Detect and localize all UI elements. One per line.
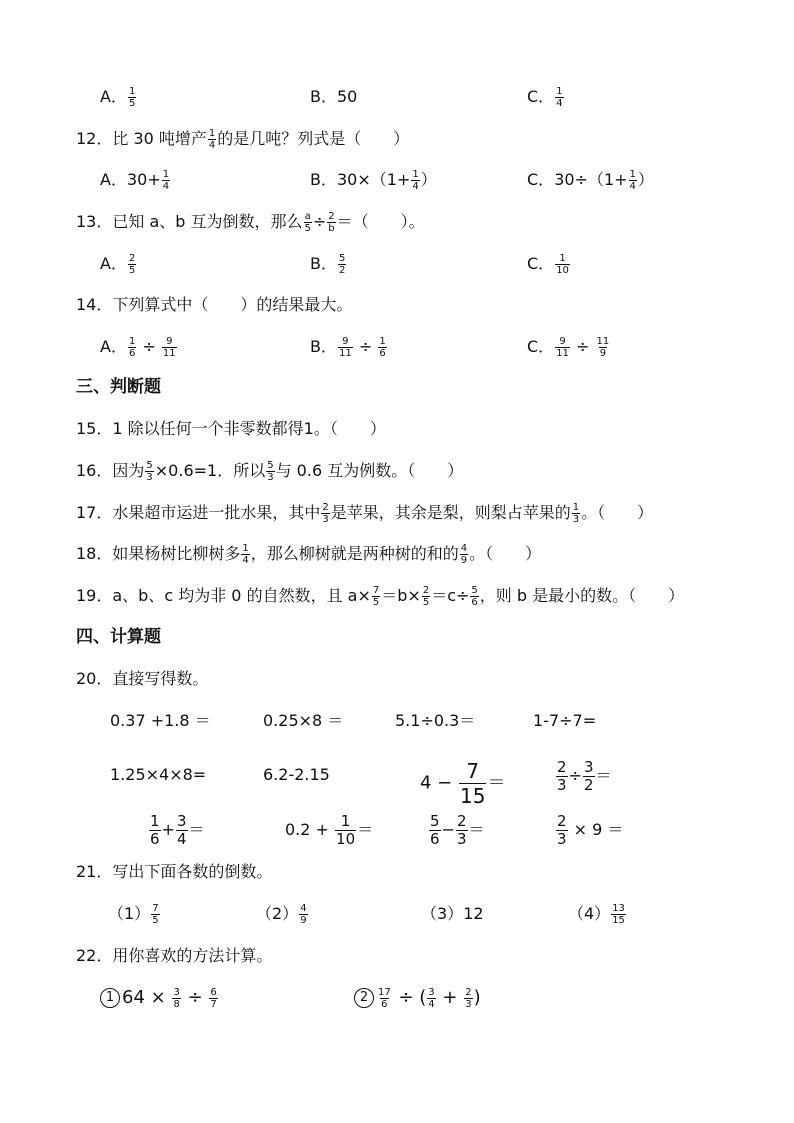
fraction: $\frac{1}{5}$ bbox=[128, 86, 136, 109]
question-13: 13．已知 a、b 互为倒数，那么 $\frac{a}{5}$ ÷ $\frac{2}{b}$ ＝（ ）。 bbox=[76, 211, 425, 234]
option-b: B．30×（1+ $\frac{1}{4}$ ） bbox=[310, 169, 437, 192]
q20-row-2: 1.25×4×8= 6.2-2.15 4 − $\frac{7}{15}$ ＝ $\frac{2}{3}$ ÷ $\frac{3}{2}$ ＝ bbox=[110, 758, 612, 808]
q21-items: （1） $\frac{7}{5}$ （2） $\frac{4}{9}$ （3）12 （4） $\frac{13}{15}$ bbox=[108, 903, 625, 926]
option-b: B．50 bbox=[310, 87, 358, 106]
question-20: 20．直接写得数。 bbox=[76, 669, 209, 688]
q22-expressions bbox=[0, 982, 794, 1016]
expression-1: 1 64 × $\frac{3}{8}$ ÷ $\frac{6}{7}$ bbox=[100, 982, 219, 1014]
q14-options bbox=[0, 331, 794, 363]
fraction: $\frac{1}{4}$ bbox=[556, 86, 563, 109]
q12-options bbox=[0, 164, 794, 196]
q20-row-3: $\frac{1}{6}$ + $\frac{3}{4}$ ＝ 0.2 + $\frac{1}{10}$ ＝ $\frac{5}{6}$ − $\frac{2}{3}$ ＝ $\frac{2}{3}$ × 9 ＝ bbox=[150, 812, 624, 848]
option-a: A． $\frac{2}{5}$ bbox=[100, 253, 136, 276]
option-a: A． $\frac{1}{6}$ ÷ $\frac{9}{11}$ bbox=[100, 336, 176, 359]
q11-options bbox=[0, 81, 794, 113]
question-21: 21．写出下面各数的倒数。 bbox=[76, 862, 273, 881]
question-17: 17．水果超市运进一批水果，其中 $\frac{2}{3}$ 是苹果，其余是梨，则梨占苹果的 $\frac{1}{3}$ 。（ ） bbox=[76, 502, 654, 525]
option-c: C． $\frac{1}{10}$ bbox=[527, 253, 569, 276]
question-18: 18．如果杨树比柳树多 $\frac{1}{4}$ ，那么柳树就是两种树的和的 $\frac{4}{9}$ 。（ ） bbox=[76, 543, 542, 566]
option-c: C． $\frac{1}{4}$ bbox=[527, 86, 563, 109]
question-19: 19．a、b、c 均为非 0 的自然数，且 a× $\frac{7}{5}$ ＝b× $\frac{2}{5}$ ＝c÷ $\frac{5}{6}$ ，则 b 是最小的数。（ ） bbox=[76, 585, 685, 608]
q20-row-1: 0.37 +1.8 ＝ 0.25×8 ＝ 5.1÷0.3＝ 1-7÷7= bbox=[110, 711, 597, 730]
option-b: B． $\frac{5}{2}$ bbox=[310, 253, 346, 276]
option-c: C．30÷（1+ $\frac{1}{4}$ ） bbox=[527, 169, 654, 192]
question-15: 15．1 除以任何一个非零数都得1。（ ） bbox=[76, 419, 386, 438]
section-heading-4: 四、计算题 bbox=[76, 627, 161, 647]
option-a: A． $\frac{1}{5}$ bbox=[100, 86, 136, 109]
question-12: 12．比 30 吨增产 $\frac{1}{4}$ 的是几吨？列式是（ ） bbox=[76, 128, 410, 151]
question-22: 22．用你喜欢的方法计算。 bbox=[76, 946, 273, 965]
expression-2: 2 $\frac{17}{6}$ ÷ ( $\frac{3}{4}$ + $\frac{2}{3}$ ) bbox=[354, 982, 481, 1014]
question-16: 16．因为 $\frac{5}{3}$ ×0.6=1．所以 $\frac{5}{3}$ 与 0.6 互为例数。（ ） bbox=[76, 460, 464, 483]
option-c: C． $\frac{9}{11}$ ÷ $\frac{11}{9}$ bbox=[527, 336, 610, 359]
option-b: B． $\frac{9}{11}$ ÷ $\frac{1}{6}$ bbox=[310, 336, 386, 359]
section-heading-3: 三、判断题 bbox=[76, 377, 161, 397]
question-14: 14．下列算式中（ ）的结果最大。 bbox=[76, 295, 353, 314]
q13-options bbox=[0, 248, 794, 280]
option-a: A．30+ $\frac{1}{4}$ bbox=[100, 169, 170, 192]
